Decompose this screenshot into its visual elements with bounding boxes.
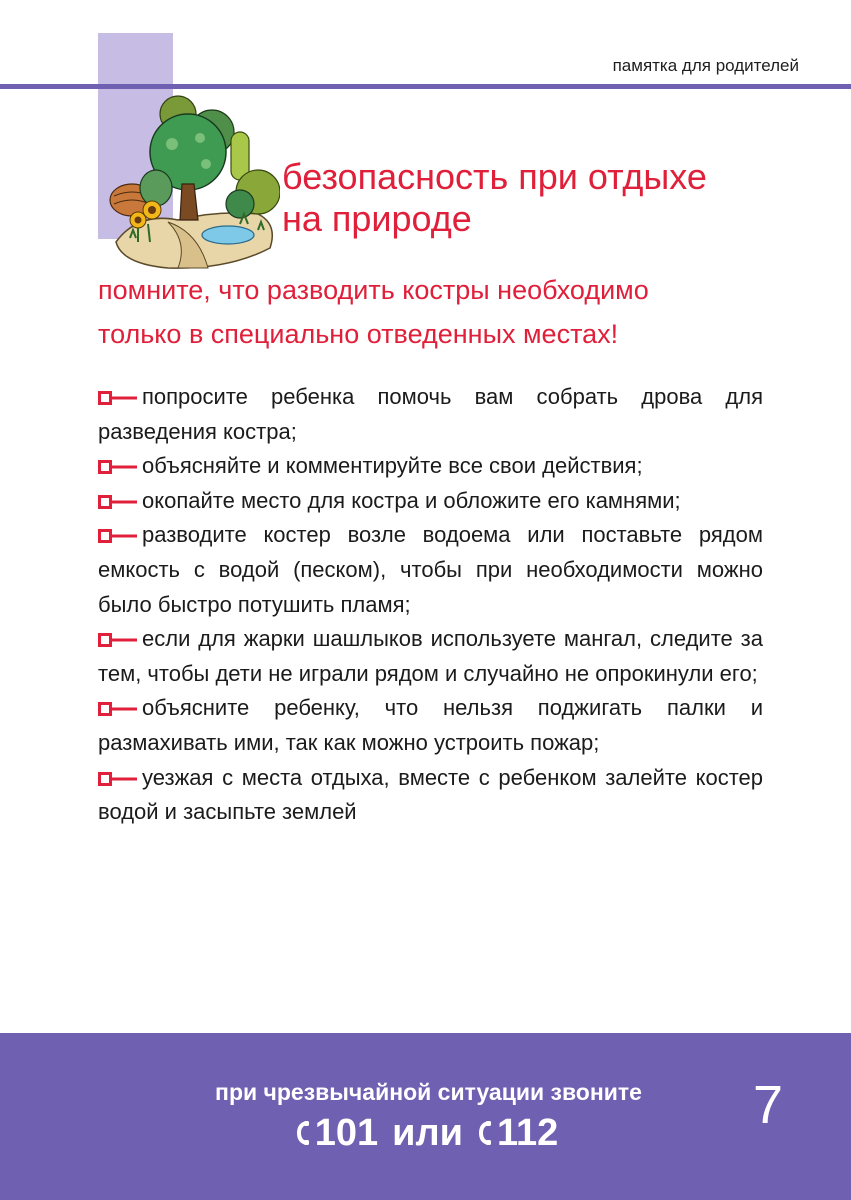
warning-line-1: помните, что разводить костры необходимо (98, 275, 649, 305)
key-bullet-icon (98, 772, 138, 786)
key-bullet-icon (98, 529, 138, 543)
phone-separator: или (392, 1112, 463, 1154)
list-item (98, 518, 763, 622)
phone-icon (293, 1120, 311, 1146)
tip-text: уезжая с места отдыха, вместе с ребенком залейте костер водой и засыпьте землей (98, 764, 763, 825)
emergency-info (0, 1077, 851, 1156)
tip-text: разводите костер возле водоема или поставьте рядом емкость с водой (песком), чтобы при необходимости можно было быстро потушить пламя; (98, 522, 763, 617)
phone-icon (475, 1120, 493, 1146)
key-bullet-icon (98, 633, 138, 647)
tip-text: объясняйте и комментируйте все свои действия; (142, 453, 643, 479)
list-item (98, 622, 763, 691)
title-line-1: безопасность при отдыхе (282, 156, 707, 197)
title-line-2: на природе (282, 198, 472, 239)
list-item (98, 691, 763, 760)
warning-line-2: только в специально отведенных местах! (98, 319, 619, 349)
key-bullet-icon (98, 460, 138, 474)
key-bullet-icon (98, 391, 138, 405)
header-label: памятка для родителей (612, 56, 799, 75)
emergency-phones (0, 1110, 851, 1156)
emergency-text: при чрезвычайной ситуации звоните (215, 1079, 642, 1105)
list-item (98, 449, 763, 484)
list-item (98, 380, 763, 449)
header-divider (0, 84, 851, 89)
tip-text: окопайте место для костра и обложите его камнями; (142, 487, 681, 513)
list-item (98, 761, 763, 830)
list-item (98, 484, 763, 519)
page-title (282, 156, 802, 240)
fire-warning (98, 268, 798, 356)
page-number: 7 (753, 1075, 784, 1135)
key-bullet-icon (98, 495, 138, 509)
tip-text: попросите ребенка помочь вам собрать дрова для разведения костра; (98, 384, 763, 444)
safety-tips-list (98, 380, 763, 830)
nature-scene-illustration (108, 92, 280, 272)
key-bullet-icon (98, 702, 138, 716)
phone-number-112: 112 (496, 1112, 559, 1154)
tip-text: если для жарки шашлыков используете мангал, следите за тем, чтобы дети не играли рядом и случайно не опрокинули его; (98, 626, 763, 686)
phone-number-101: 101 (314, 1112, 379, 1154)
tip-text: объясните ребенку, что нельзя поджигать палки и размахивать ими, так как можно устроить пожар; (98, 695, 763, 755)
